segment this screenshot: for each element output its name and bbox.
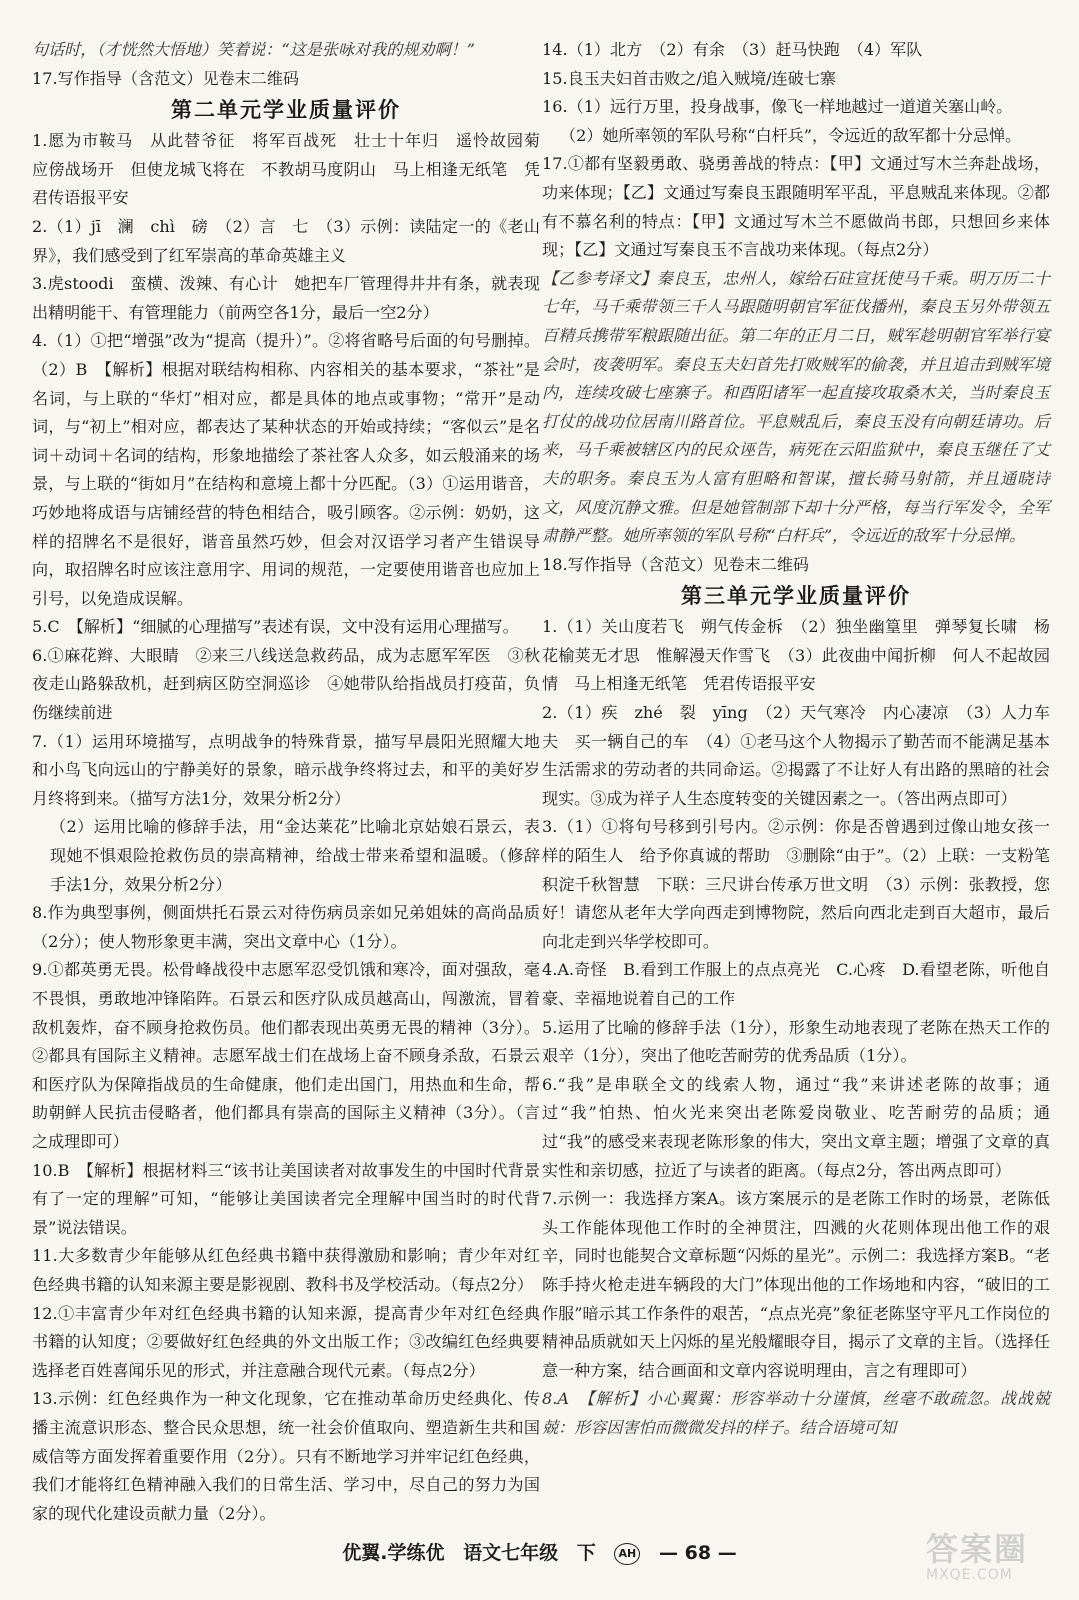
answer-item: 7.示例一：我选择方案A。该方案展示的是老陈工作时的场景，老陈低头工作能体现他工作时的全神贯注，四溅的火花则体现出他工作的艰辛，同时也能契合文章标题“闪烁的星光”。示例二：我选择方案B。“老陈手持火枪走进车辆段的大门”体现出他的工作场地和内容，“破旧的工作服”暗示其工作条件的艰苦，“点点光亮”象征老陈坚守平凡工作岗位的精神品质就如天上闪烁的星光般耀眼夺目，揭示了文章的主旨。（选择任意一种方案，结合画面和文章内容说明理由，言之有理即可） [542,1189,1050,1380]
page-footer [0,1538,1079,1565]
right-column [542,36,1050,1443]
answer-item: 15.良玉夫妇首击败之/追入贼境/连破七寨 [542,68,836,88]
answer-item: 4.（1）①把“增强”改为“提高（提升）”。②将省略号后面的句号删掉。（2）B 【解析】根据对联结构相称、内容相关的基本要求，“茶社”是名词，与上联的“华灯”相对应，都是具体的地点或事物；“常开”是动词，与“初上”相对应，都表达了某种状态的开始或持续；“客似云”是名词＋动词＋名词的结构，形象地描绘了茶社客人众多，如云般涌来的场景，与上联的“街如月”在结构和意境上都十分匹配。（3）①运用谐音，巧妙地将成语与店铺经营的特色相结合，吸引顾客。②示例：奶奶，这样的招牌名不是很好，谐音虽然巧妙，但会对汉语学习者产生错误导向，取招牌名时应该注意用字、用词的规范，一定要使用谐音也应加上引号，以免造成误解。 [32,331,540,608]
watermark-url: MXQE.COM [926,1567,1013,1583]
answer-item: （2）运用比喻的修辞手法，用“金达莱花”比喻北京姑娘石景云，表现她不惧艰险抢救伤员的崇高精神，给战士带来希望和温暖。（修辞手法1分，效果分析2分） [50,817,540,894]
watermark-text: 答案圈 [926,1530,1029,1568]
answer-item: 11.大多数青少年能够从红色经典书籍中获得激励和影响；青少年对红色经典书籍的认知来源主要是影视剧、教科书及学校活动。（每点2分） [32,1246,540,1294]
section-heading: 第二单元学业质量评价 [171,97,401,123]
answer-item: 17.写作指导（含范文）见卷末二维码 [32,68,300,88]
answer-item: 5.C 【解析】“细腻的心理描写”表述有误，文中没有运用心理描写。 [32,617,519,637]
answer-item: 6.“我”是串联全文的线索人物，通过“我”来讲述老陈的故事；通过“我”怕热、怕火光来突出老陈爱岗敬业、吃苦耐劳的品质；通过“我”的感受来表现老陈形象的伟大，突出文章主题；增强了文章的真实性和亲切感，拉近了与读者的距离。（每点2分，答出两点即可） [542,1074,1050,1180]
answer-item: 1.愿为市鞍马 从此替爷征 将军百战死 壮士十年归 遥怜故园菊 应傍战场开 但使龙城飞将在 不教胡马度阴山 马上相逢无纸笔 凭君传语报平安 [32,131,557,208]
answer-item: 18.写作指导（含范文）见卷末二维码 [542,554,810,574]
answer-item: 9.①都英勇无畏。松骨峰战役中志愿军忍受饥饿和寒冷，面对强敌，毫不畏惧，勇敢地冲锋陷阵。石景云和医疗队成员越高山，闯激流，冒着敌机轰炸，奋不顾身抢救伤员。他们都表现出英勇无畏的精神（3分）。②都具有国际主义精神。志愿军战士们在战场上奋不顾身杀敌，石景云和医疗队为保障指战员的生命健康，他们走出国门，用热血和生命，帮助朝鲜人民抗击侵略者，他们都具有崇高的国际主义精神（3分）。（言之成理即可） [32,960,540,1151]
section-heading: 第三单元学业质量评价 [681,583,911,609]
answer-item: 2.（1）疾 zhé 裂 yīng （2）天气寒冷 内心凄凉 （3）人力车夫 买一辆自己的车 （4）①老马这个人物揭示了勤苦而不能满足基本生活需求的劳动者的共同命运。②揭露了不让好人有出路的黑暗的社会现实。③成为祥子人生态度转变的关键因素之一。（答出两点即可） [542,703,1050,808]
answer-item: 3.（1）①将句号移到引号内。②示例：你是否曾遇到过像山地女孩一样的陌生人 给予你真诚的帮助 ③删除“由于”。（2）上联：一支粉笔积淀千秋智慧 下联：三尺讲台传承万世文明 （3）示例：张教授，您好！请您从老年大学向西走到博物院，然后向西北走到百大超市，最后向北走到兴华学校即可。 [542,817,1050,951]
answer-item: 13.示例：红色经典作为一种文化现象，它在推动革命历史经典化、传播主流意识形态、整合民众思想，统一社会价值取向、塑造新生共和国威信等方面发挥着重要作用（2分）。只有不断地学习并牢记红色经典，我们才能将红色精神融入我们的日常生活、学习中，尽自己的努力为国家的现代化建设贡献力量（2分）。 [32,1389,540,1523]
answer-item: （2）她所率领的军队号称“白杆兵”，令远近的敌军都十分忌惮。 [560,125,1022,145]
answer-item: 8.A 【解析】小心翼翼：形容举动十分谨慎，丝毫不敢疏忽。战战兢兢：形容因害怕而微微发抖的样子。结合语境可知 [542,1389,1050,1437]
edition-badge: AH [614,1543,640,1565]
answer-item: 5.运用了比喻的修辞手法（1分），形象生动地表现了老陈在热天工作的艰辛（1分），突出了他吃苦耐劳的优秀品质（1分）。 [542,1017,1050,1066]
answer-item: 14.（1）北方 （2）有余 （3）赶马快跑 （4）军队 [542,40,923,59]
answer-item: 12.①丰富青少年对红色经典书籍的认知来源，提高青少年对红色经典书籍的认知度；②要做好红色经典的外文出版工作；③改编红色经典要选择老百姓喜闻乐见的形式，并注意融合现代元素。（每点2分） [32,1303,540,1380]
footer-subject: 语文七年级 [463,1542,559,1564]
left-column [32,36,557,1528]
answer-item: 6.①麻花辫、大眼睛 ②来三八线送急救药品，成为志愿军军医 ③秋夜走山路躲敌机，赶到病区防空洞巡诊 ④她带队给指战员打疫苗，负伤继续前进 [32,645,540,723]
answer-item: 1.（1）关山度若飞 朔气传金柝 （2）独坐幽篁里 弹琴复长啸 杨花榆荚无才思 惟解漫天作雪飞 （3）此夜曲中闻折柳 何人不起故园情 马上相逢无纸笔 凭君传语报平安 [542,617,1050,694]
answer-item: 【乙参考译文】秦良玉，忠州人，嫁给石砫宣抚使马千乘。明万历二十七年，马千乘带领三千人马跟随明朝官军征伐播州，秦良玉另外带领五百精兵携带军粮跟随出征。第二年的正月二日，贼军趁明朝官军举行宴会时，夜袭明军。秦良玉夫妇首先打败贼军的偷袭，并且追击到贼军境内，连续攻破七座寨子。和酉阳诸军一起直接攻取桑木关，当时秦良玉打仗的战功位居南川路首位。平息贼乱后，秦良玉没有向朝廷请功。后来，马千乘被辖区内的民众诬告，病死在云阳监狱中，秦良玉继任了丈夫的职务。秦良玉为人富有胆略和智谋，擅长骑马射箭，并且通晓诗文，风度沉静文雅。但是她管制部下却十分严格，每当行军发令，全军肃静严整。她所率领的军队号称“白杆兵”，令远近的敌军十分忌惮。 [542,268,1050,546]
answer-item: 8.作为典型事例，侧面烘托石景云对待伤病员亲如兄弟姐妹的高尚品质（2分）；使人物形象更丰满，突出文章中心（1分）。 [32,903,540,951]
answer-item: 7.（1）运用环境描写，点明战争的特殊背景，描写早晨阳光照耀大地和小鸟飞向远山的宁静美好的景象，暗示战争终将过去，和平的美好岁月终将到来。（描写方法1分，效果分析2分） [32,731,540,808]
page-number: — 68 — [659,1542,737,1564]
answer-item: 10.B 【解析】根据材料三“该书让美国读者对故事发生的中国时代背景有了一定的理解”可知，“能够让美国读者完全理解中国当时的时代背景”说法错误。 [32,1160,540,1237]
answer-item: 3.虎stoodi 蛮横、泼辣、有心计 她把车厂管理得井井有条，就表现出精明能干、有管理能力（前两空各1分，最后一空2分） [32,274,540,322]
answer-item: 4.A.奇怪 B.看到工作服上的点点亮光 C.心疼 D.看望老陈，听他自豪、幸福地说着自己的工作 [542,960,1050,1008]
answer-item: 16.（1）远行万里，投身战事，像飞一样地越过一道道关塞山岭。 [542,97,1013,117]
footer-brand: 优翼.学练优 [342,1542,445,1564]
answer-item: 17.①都有坚毅勇敢、骁勇善战的特点：【甲】文通过写木兰奔赴战场，功来体现；【乙】文通过写秦良玉跟随明军平乱，平息贼乱来体现。②都有不慕名利的特点：【甲】文通过写木兰不愿做尚书郎，只想回乡来体现；【乙】文通过写秦良玉不言战功来体现。（每点2分） [542,154,1050,260]
footer-volume: 下 [576,1542,596,1564]
answer-item: 句话时，（才恍然大悟地）笑着说：“这是张咏对我的规劝啊！” [32,40,475,59]
answer-item: 2.（1）jī 澜 chì 磅 （2）言 七 （3）示例：读陆定一的《老山界》，我们感受到了红军崇高的革命英雄主义 [32,216,540,265]
watermark-logo [926,1532,1066,1592]
